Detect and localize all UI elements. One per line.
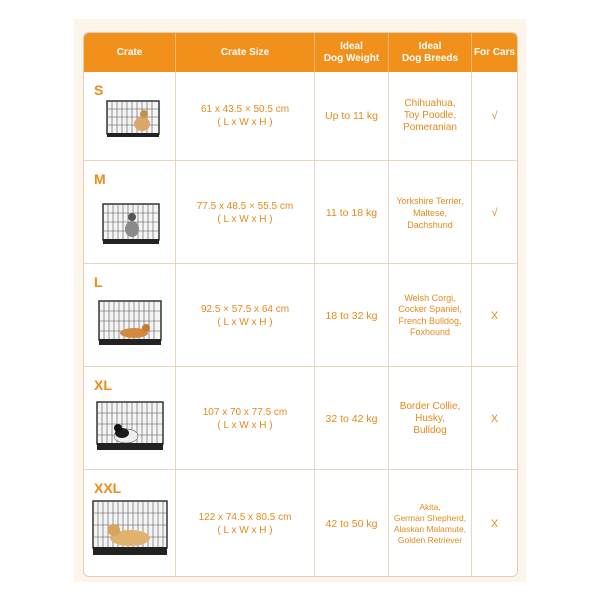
size-label: M: [94, 171, 106, 187]
weight-cell: Up to 11 kg: [325, 110, 378, 122]
table-row: [84, 469, 517, 577]
weight-cell: 42 to 50 kg: [325, 517, 378, 530]
table-row: [84, 160, 517, 264]
cars-cell: √: [491, 110, 498, 122]
weight-cell: 18 to 32 kg: [325, 309, 378, 322]
crate-xxl-image: [92, 500, 168, 561]
dimensions-cell: 92.5 × 57.5 x 64 cm ( L x W x H ): [200, 303, 290, 328]
table-row: [84, 366, 517, 470]
cars-cell: √: [491, 206, 498, 219]
crate-xl-image: [96, 401, 164, 456]
breeds-cell: Yorkshire Terrier, Maltese, Dachshund: [396, 195, 464, 230]
table-row: [84, 72, 517, 160]
weight-cell: 11 to 18 kg: [325, 206, 378, 219]
cars-cell: X: [490, 412, 499, 425]
crate-m-image: [102, 203, 160, 250]
crate-size-table: [83, 32, 518, 577]
breeds-cell: Akita, German Shepherd, Alaskan Malamute, Golden Retriever: [393, 501, 467, 545]
table-row: [84, 263, 517, 367]
dimensions-cell: 122 x 74.5 x 80.5 cm ( L x W x H ): [198, 511, 292, 536]
dimensions-cell: 61 x 43.5 × 50.5 cm ( L x W x H ): [200, 104, 290, 128]
table-header: [84, 33, 517, 72]
crate-s-image: [106, 100, 160, 143]
header-dog-breeds: Ideal Dog Breeds: [401, 40, 459, 64]
dimensions-cell: 107 x 70 x 77.5 cm ( L x W x H ): [202, 406, 288, 431]
size-label: XL: [94, 377, 112, 393]
crate-l-image: [98, 300, 162, 351]
weight-cell: 32 to 42 kg: [325, 412, 378, 425]
breeds-cell: Chihuahua, Toy Poodle, Pomeranian: [403, 98, 457, 133]
cars-cell: X: [490, 309, 499, 322]
dimensions-cell: 77.5 x 48.5 × 55.5 cm ( L x W x H ): [196, 200, 294, 225]
size-label: L: [94, 274, 103, 290]
size-label: XXL: [94, 480, 122, 496]
header-crate-size: Crate Size: [220, 46, 270, 58]
breeds-cell: Border Collie, Husky, Bulldog: [399, 400, 461, 436]
header-dog-weight: Ideal Dog Weight: [323, 40, 380, 64]
size-label: S: [94, 82, 104, 98]
header-crate: Crate: [116, 46, 143, 58]
header-for-cars: For Cars: [473, 46, 516, 58]
cars-cell: X: [490, 517, 499, 530]
breeds-cell: Welsh Corgi, Cocker Spaniel, French Bulldog, Foxhound: [398, 292, 462, 337]
